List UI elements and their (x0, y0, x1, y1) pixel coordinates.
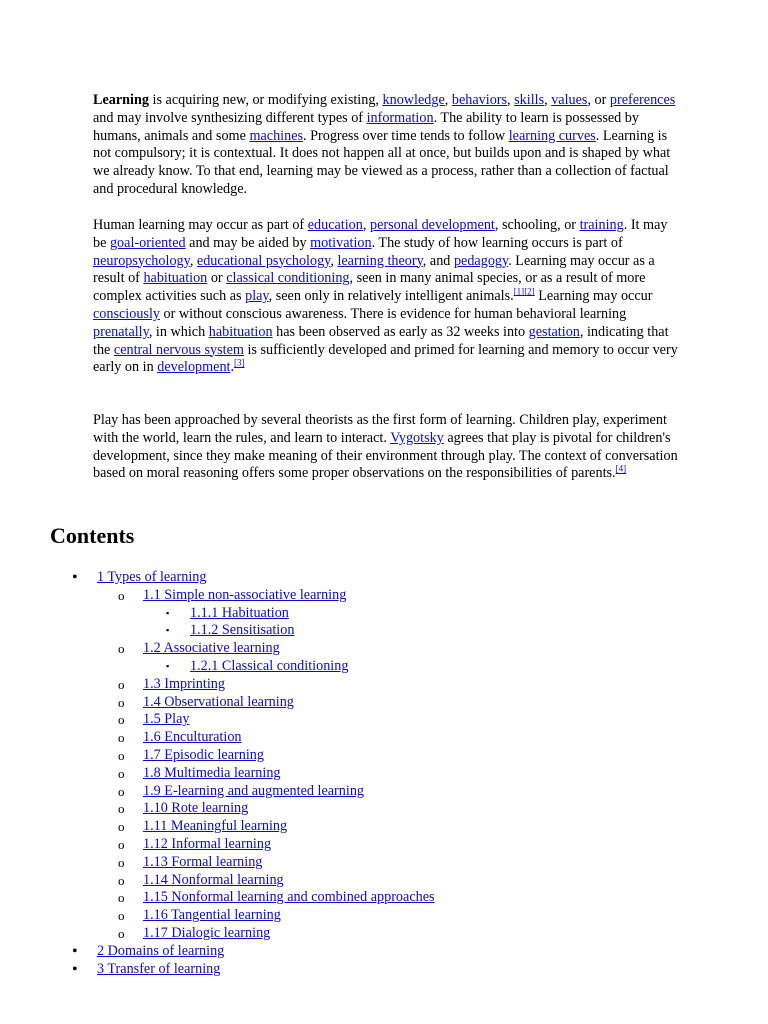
toc-link[interactable]: 1.17 Dialogic learning (143, 924, 271, 941)
toc-item (0, 747, 760, 765)
link-learning-curves[interactable]: learning curves (508, 127, 596, 144)
toc-item (0, 729, 760, 747)
link-knowledge[interactable]: knowledge (382, 92, 445, 108)
link-prenatally[interactable]: prenatally (93, 323, 149, 340)
citation-3[interactable]: [3] (234, 357, 245, 368)
play-paragraph: Play has been approached by several theorists as the first form of learning. Children play, experiment with the world, learn the rules, and learn to interact. Vygotsky agrees that play is pivotal for children's development, since they make meaning of their environment through play. The context of conversation based on moral reasoning offers some proper observations on the responsibilities of parents.[4] (93, 412, 678, 482)
toc-link[interactable]: 3 Transfer of learning (97, 960, 221, 977)
link-consciously[interactable]: consciously (93, 305, 160, 322)
toc-item (0, 622, 760, 640)
link-play[interactable]: play (245, 288, 269, 305)
toc-link[interactable]: 1.4 Observational learning (143, 693, 294, 710)
bullet-circle-icon: o (118, 925, 125, 941)
human-learning-paragraph: Human learning may occur as part of education, personal development, schooling, or training. It may be goal-oriented and may be aided by motivation. The study of how learning occurs is part of neuropsychology, educational psychology, learning theory, and pedagogy. Learning may occur as a result of habituation or classical conditioning, seen in many animal species, or as a result of more complex activities such as play, seen only in relatively intelligent animals.[1][2] Learning may occur consciously or without conscious awareness. There is evidence for human behavioral learning prenatally, in which habituation has been observed as early as 32 weeks into gestation, indicating that the central nervous system is sufficiently developed and primed for learning and memory to occur very early on in development.[3] (93, 217, 678, 376)
term-learning: Learning (93, 92, 149, 108)
bullet-circle-icon: o (118, 908, 125, 924)
bullet-circle-icon: o (118, 801, 125, 817)
link-motivation[interactable]: motivation (310, 234, 372, 251)
citation-2[interactable]: [2] (524, 286, 535, 297)
bullet-circle-icon: o (118, 836, 125, 852)
citation-4[interactable]: [4] (615, 463, 627, 474)
toc-link[interactable]: 1.7 Episodic learning (143, 746, 264, 763)
bullet-disc-icon: • (72, 960, 78, 978)
bullet-square-icon: ▪ (166, 607, 170, 618)
toc-link[interactable]: 1.10 Rote learning (143, 800, 249, 817)
toc-link[interactable]: 1.3 Imprinting (143, 675, 225, 692)
link-learning-theory[interactable]: learning theory (337, 252, 423, 269)
toc-link[interactable]: 1.2.1 Classical conditioning (190, 657, 349, 674)
intro-paragraph: Learning is acquiring new, or modifying existing, knowledge, behaviors, skills, values, or preferences and may involve synthesizing different types of information. The ability to learn is possessed by humans, animals and some machines. Progress over time tends to follow learning curves. Learning is not compulsory; it is contextual. It does not happen all at once, but builds upon and is shaped by what we already know. To that end, learning may be viewed as a process, rather than a collection of factual and procedural knowledge. (93, 92, 676, 197)
link-neuropsychology[interactable]: neuropsychology (93, 252, 190, 269)
toc-link[interactable]: 1.8 Multimedia learning (143, 764, 281, 781)
citation-1[interactable]: [1] (513, 286, 525, 297)
toc-link[interactable]: 1.5 Play (143, 711, 190, 728)
link-vygotsky[interactable]: Vygotsky (390, 429, 444, 446)
toc-item (0, 872, 760, 890)
link-development[interactable]: development (157, 359, 231, 376)
bullet-circle-icon: o (118, 730, 125, 746)
toc-item (0, 676, 760, 694)
link-central-nervous-system[interactable]: central nervous system (113, 341, 244, 358)
link-machines[interactable]: machines (249, 127, 304, 144)
bullet-disc-icon: • (72, 569, 78, 586)
bullet-circle-icon: o (118, 765, 125, 781)
toc-link[interactable]: 1.9 E-learning and augmented learning (143, 782, 365, 799)
link-classical-conditioning[interactable]: classical conditioning (226, 270, 350, 287)
toc-link[interactable]: 1.11 Meaningful learning (143, 818, 288, 835)
bullet-circle-icon: o (118, 854, 125, 870)
toc-item (0, 800, 760, 818)
link-pedagogy[interactable]: pedagogy (453, 252, 509, 269)
toc-link[interactable]: 1.1.2 Sensitisation (190, 622, 295, 639)
link-gestation[interactable]: gestation (528, 323, 580, 340)
bullet-circle-icon: o (118, 587, 125, 603)
toc-item (0, 925, 760, 943)
bullet-circle-icon: o (118, 694, 125, 710)
bullet-circle-icon: o (118, 641, 125, 657)
toc-link[interactable]: 2 Domains of learning (97, 942, 225, 959)
toc-item (0, 836, 760, 854)
toc-link[interactable]: 1 Types of learning (97, 569, 207, 585)
toc-link[interactable]: 1.13 Formal learning (143, 853, 263, 870)
toc-item (0, 694, 760, 712)
bullet-circle-icon: o (118, 819, 125, 835)
toc-item (0, 640, 760, 658)
toc-item (0, 765, 760, 783)
link-preferences[interactable]: preferences (609, 92, 676, 108)
link-skills[interactable]: skills (514, 92, 545, 108)
link-behaviors[interactable]: behaviors (451, 92, 508, 108)
toc-link[interactable]: 1.2 Associative learning (143, 640, 280, 657)
bullet-circle-icon: o (118, 712, 125, 728)
table-of-contents (0, 569, 760, 978)
toc-link[interactable]: 1.1.1 Habituation (190, 604, 289, 621)
toc-item (0, 569, 760, 587)
link-personal-development[interactable]: personal development (369, 217, 495, 233)
bullet-circle-icon: o (118, 872, 125, 888)
toc-item (0, 818, 760, 836)
toc-item (0, 854, 760, 872)
toc-item (0, 783, 760, 801)
toc-item (0, 961, 760, 979)
bullet-circle-icon: o (118, 747, 125, 763)
link-information[interactable]: information (366, 109, 434, 126)
bullet-circle-icon: o (118, 890, 125, 906)
toc-item (0, 907, 760, 925)
bullet-circle-icon: o (118, 676, 125, 692)
link-goal-oriented[interactable]: goal-oriented (109, 234, 186, 251)
toc-item (0, 889, 760, 907)
toc-item (0, 587, 760, 605)
toc-item (0, 943, 760, 961)
link-training[interactable]: training (579, 217, 624, 233)
bullet-disc-icon: • (72, 942, 78, 960)
toc-item (0, 711, 760, 729)
link-habituation[interactable]: habituation (143, 270, 208, 287)
link-educational-psychology[interactable]: educational psychology (196, 252, 331, 269)
contents-heading: Contents (50, 523, 135, 548)
bullet-square-icon: ▪ (166, 660, 170, 671)
bullet-circle-icon: o (118, 783, 125, 799)
toc-item (0, 658, 760, 676)
link-habituation-2[interactable]: habituation (208, 323, 273, 340)
toc-item (0, 605, 760, 623)
toc-link[interactable]: 1.1 Simple non-associative learning (143, 586, 347, 603)
bullet-square-icon: ▪ (166, 625, 170, 636)
toc-link[interactable]: 1.6 Enculturation (143, 729, 242, 746)
link-education[interactable]: education (307, 217, 363, 233)
toc-link[interactable]: 1.14 Nonformal learning (143, 871, 284, 888)
toc-link[interactable]: 1.16 Tangential learning (143, 907, 281, 924)
link-values[interactable]: values (551, 92, 588, 108)
toc-link[interactable]: 1.12 Informal learning (143, 835, 272, 852)
toc-link[interactable]: 1.15 Nonformal learning and combined approaches (143, 889, 435, 906)
